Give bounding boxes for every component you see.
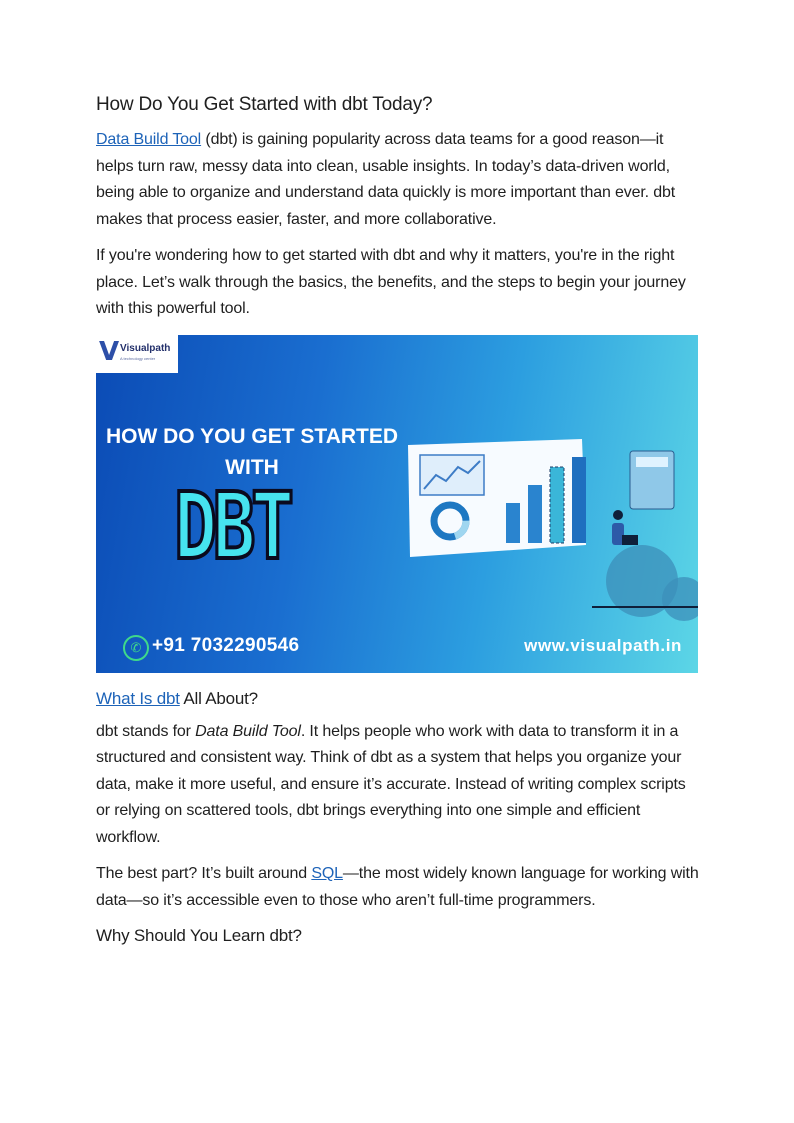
phone-icon: ✆ xyxy=(123,635,149,661)
bar-3 xyxy=(550,467,564,543)
bar-2 xyxy=(528,485,542,543)
what-is-dbt-link[interactable]: What Is dbt xyxy=(96,688,180,708)
person-head xyxy=(613,510,623,520)
logo-tagline: A technology center xyxy=(120,355,156,361)
banner-title-line1: HOW DO YOU GET STARTED xyxy=(105,424,399,448)
logo-name: Visualpath xyxy=(120,342,171,354)
banner-url: www.visualpath.in xyxy=(524,635,682,655)
calculator-screen xyxy=(636,457,668,467)
what-is-dbt-paragraph xyxy=(96,719,700,852)
section-heading-what-is-dbt xyxy=(96,687,700,711)
bar-1 xyxy=(506,503,520,543)
intro-paragraph xyxy=(96,127,700,233)
dbt-banner-image xyxy=(96,335,698,673)
data-build-tool-link[interactable]: Data Build Tool xyxy=(96,131,202,148)
heading-rest: All About? xyxy=(179,688,258,708)
text-span: . It helps people who work with data to transform it in a structured and consistent way. Think of dbt as a system that helps you organize your data, make it more useful, and ensure it’s accurate. Instead of writing complex scripts or relying on scattered tools, dbt brings everything into one simple and efficient workflow. xyxy=(96,722,686,846)
italic-term: Data Build Tool xyxy=(195,722,301,740)
document-page xyxy=(96,92,700,948)
second-paragraph: If you're wondering how to get started with dbt and why it matters, you're in the right place. Let’s walk through the basics, the benefits, and the steps to begin your journey with this powerful tool. xyxy=(96,247,686,317)
analytics-illustration xyxy=(402,431,698,621)
text-span: dbt stands for xyxy=(96,722,196,740)
intro-text: (dbt) is gaining popularity across data teams for a good reason—it helps turn raw, messy data into clean, usable insights. In today’s data-driven world, being able to organize and understand data quickly is more important than ever. dbt makes that process easier, faster, and more collaborative. xyxy=(96,131,676,228)
banner-title-line2: WITH xyxy=(225,455,279,479)
section-heading-why-learn: Why Should You Learn dbt? xyxy=(96,926,302,945)
banner-dbt-text: DBT xyxy=(174,472,290,580)
page-title: How Do You Get Started with dbt Today? xyxy=(96,94,433,115)
laptop-icon xyxy=(622,535,638,545)
banner-phone: +91 7032290546 xyxy=(152,634,300,656)
sql-paragraph xyxy=(96,861,700,914)
bar-4 xyxy=(572,457,586,543)
visualpath-logo xyxy=(96,335,178,373)
visualpath-v-icon: V xyxy=(99,336,120,367)
text-span: The best part? It’s built around xyxy=(96,865,312,882)
text-span: —the most widely known language for working with data—so it’s accessible even to those who aren’t full-time programmers. xyxy=(96,865,699,909)
sql-link[interactable]: SQL xyxy=(311,865,343,882)
